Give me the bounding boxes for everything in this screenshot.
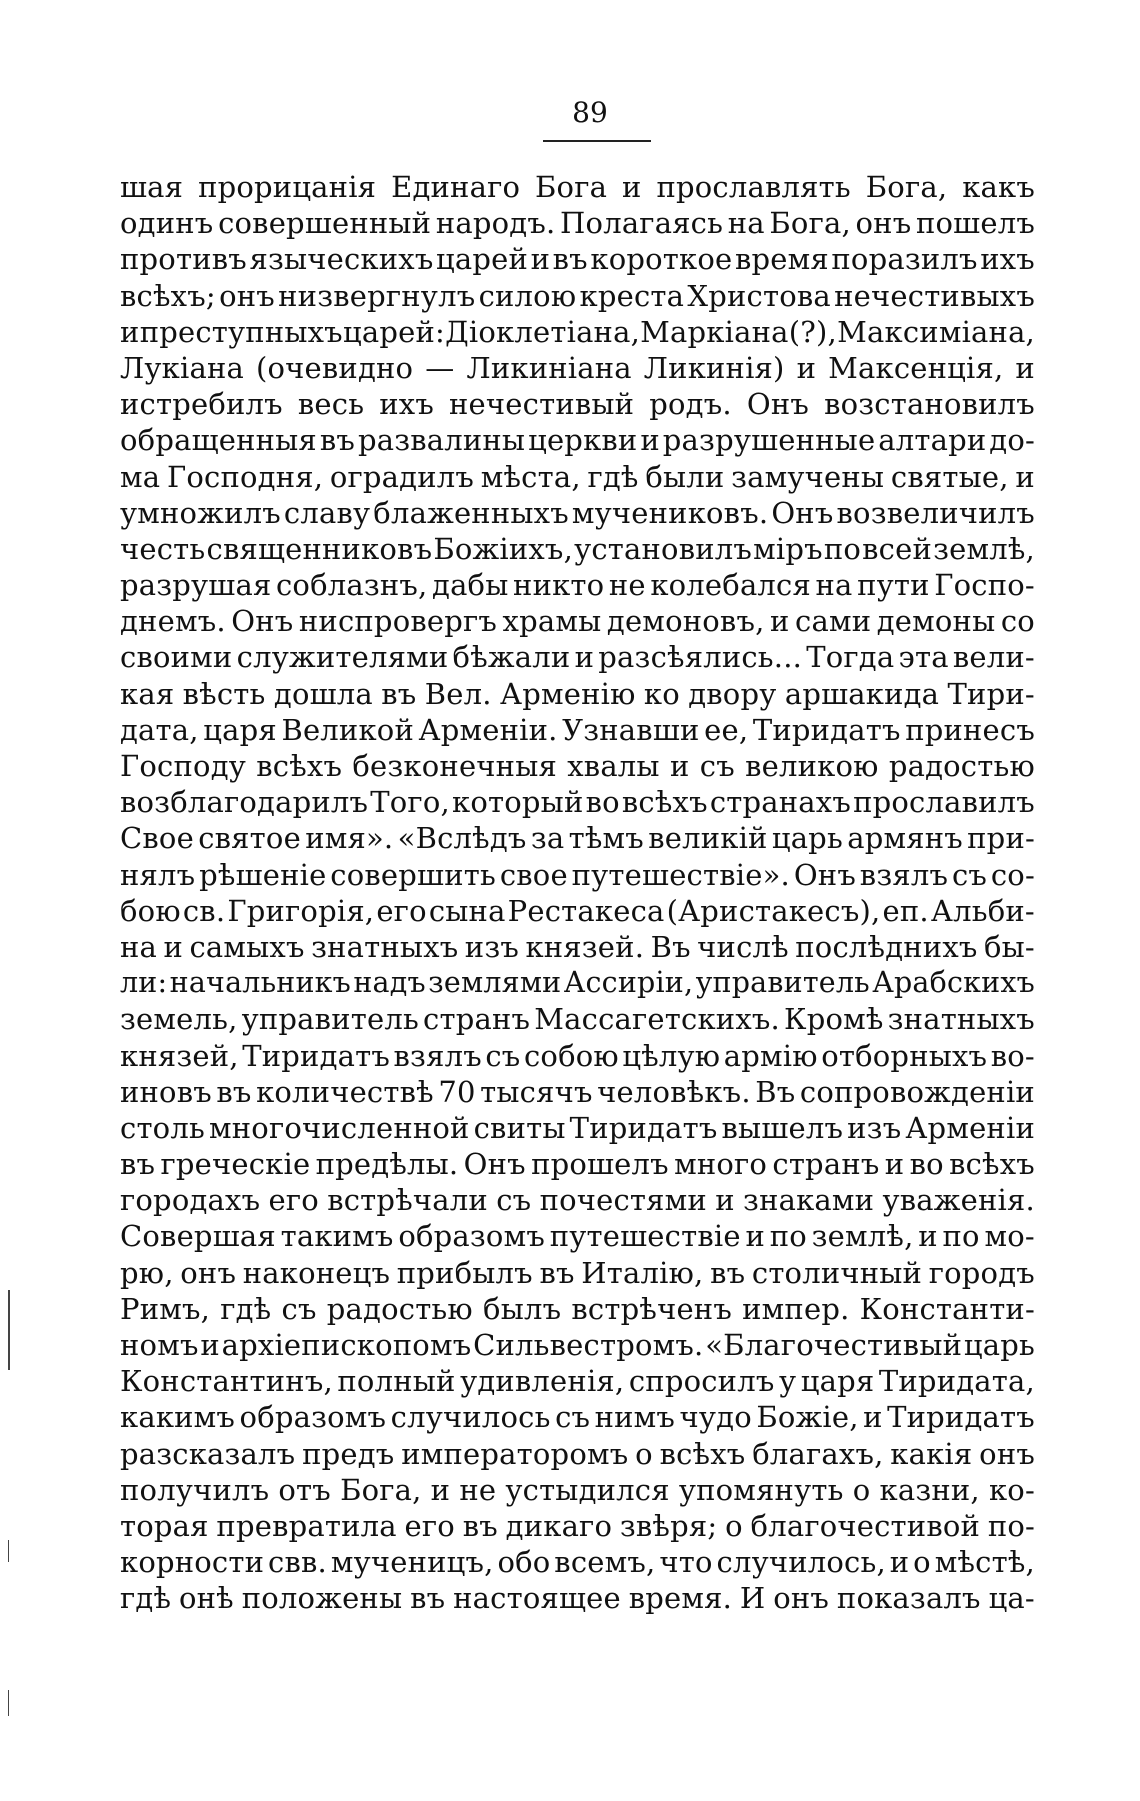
text-line: иновъ въ количествѣ 70 тысячъ человѣкъ. Въ сопровожденіи bbox=[120, 1074, 1035, 1109]
text-line: корности свв. мученицъ, обо всемъ, что случилось, и о мѣстѣ, bbox=[120, 1545, 1035, 1580]
text-line: нялъ рѣшеніе совершить свое путешествіе». Онъ взялъ съ со- bbox=[120, 857, 1035, 892]
text-line: князей, Тиридатъ взялъ съ собою цѣлую армію отборныхъ во- bbox=[120, 1038, 1035, 1073]
text-line: разсказалъ предъ императоромъ о всѣхъ благахъ, какія онъ bbox=[120, 1436, 1035, 1471]
text-line: Константинъ, полный удивленія, спросилъ у царя Тиридата, bbox=[120, 1364, 1035, 1399]
text-line: честь священниковъ Божіихъ, установилъ міръ по всей землѣ, bbox=[120, 531, 1035, 566]
text-line: ма Господня, оградилъ мѣста, гдѣ были замучены святые, и bbox=[120, 459, 1035, 494]
text-line: умножилъ славу блаженныхъ мучениковъ. Онъ возвеличилъ bbox=[120, 495, 1035, 530]
page-number-rule bbox=[543, 140, 651, 142]
text-line: Римъ, гдѣ съ радостью былъ встрѣченъ импер. Константи- bbox=[120, 1291, 1035, 1326]
text-line: кая вѣсть дошла въ Вел. Арменію ко двору аршакида Тири- bbox=[120, 676, 1035, 711]
scan-edge-mark bbox=[8, 1290, 10, 1370]
text-line: на и самыхъ знатныхъ изъ князей. Въ числѣ послѣднихъ бы- bbox=[120, 929, 1035, 964]
text-line: противъ языческихъ царей и въ короткое время поразилъ ихъ bbox=[120, 242, 1035, 277]
body-text bbox=[120, 170, 1035, 1618]
page-number: 89 bbox=[572, 96, 608, 129]
text-line: получилъ отъ Бога, и не устыдился упомянуть о казни, ко- bbox=[120, 1472, 1035, 1507]
text-line: одинъ совершенный народъ. Полагаясь на Бога, онъ пошелъ bbox=[120, 206, 1035, 241]
text-line: возблагодарилъ Того, который во всѣхъ странахъ прославилъ bbox=[120, 785, 1035, 820]
text-line: Господу всѣхъ безконечныя хвалы и съ великою радостью bbox=[120, 749, 1035, 783]
text-line: и преступныхъ царей: Діоклетіана, Маркіана (?), Максиміана, bbox=[120, 314, 1035, 349]
text-line: ли: начальникъ надъ землями Ассиріи, управитель Арабскихъ bbox=[120, 966, 1035, 1000]
text-line: столь многочисленной свиты Тиридатъ вышелъ изъ Арменіи bbox=[120, 1110, 1035, 1145]
text-line: дата, царя Великой Арменіи. Узнавши ее, Тиридатъ принесъ bbox=[120, 712, 1035, 747]
scan-edge-mark bbox=[8, 1540, 9, 1562]
text-line: земель, управитель странъ Массагетскихъ. Кромѣ знатныхъ bbox=[120, 1002, 1035, 1037]
text-line: всѣхъ; онъ низвергнулъ силою креста Христова нечестивыхъ bbox=[120, 278, 1035, 313]
text-line: Лукіана (очевидно — Ликиніана Ликинія) и Максенція, и bbox=[120, 350, 1035, 385]
text-line: номъ и архіепископомъ Сильвестромъ. «Благочестивый царь bbox=[120, 1328, 1035, 1362]
text-line: разрушая соблазнъ, дабы никто не колебался на пути Госпо- bbox=[120, 568, 1035, 603]
text-line: днемъ. Онъ ниспровергъ храмы демоновъ, и сами демоны со bbox=[120, 604, 1035, 639]
text-line: Свое святое имя». «Вслѣдъ за тѣмъ великій царь армянъ при- bbox=[120, 821, 1035, 856]
text-line: шая прорицанія Единаго Бога и прославлять Бога, какъ bbox=[120, 170, 1035, 204]
text-line: бою св. Григорія, его сына Рестакеса (Аристакесъ), еп. Альби- bbox=[120, 893, 1035, 928]
text-line: обращенныя въ развалины церкви и разрушенные алтари до- bbox=[120, 423, 1035, 458]
text-line: своими служителями бѣжали и разсѣялись... Тогда эта вели- bbox=[120, 640, 1035, 675]
scan-edge-mark bbox=[8, 1690, 9, 1716]
text-line: гдѣ онѣ положены въ настоящее время. И онъ показалъ ца- bbox=[120, 1581, 1035, 1616]
text-line: торая превратила его въ дикаго звѣря; о благочестивой по- bbox=[120, 1508, 1035, 1543]
text-line: въ греческіе предѣлы. Онъ прошелъ много странъ и во всѣхъ bbox=[120, 1147, 1035, 1182]
text-line: городахъ его встрѣчали съ почестями и знаками уваженія. bbox=[120, 1183, 1035, 1218]
text-line: истребилъ весь ихъ нечестивый родъ. Онъ возстановилъ bbox=[120, 387, 1035, 422]
text-line: Совершая такимъ образомъ путешествіе и по землѣ, и по мо- bbox=[120, 1219, 1035, 1254]
text-line: рю, онъ наконецъ прибылъ въ Италію, въ столичный городъ bbox=[120, 1255, 1035, 1290]
text-line: какимъ образомъ случилось съ нимъ чудо Божіе, и Тиридатъ bbox=[120, 1400, 1035, 1435]
